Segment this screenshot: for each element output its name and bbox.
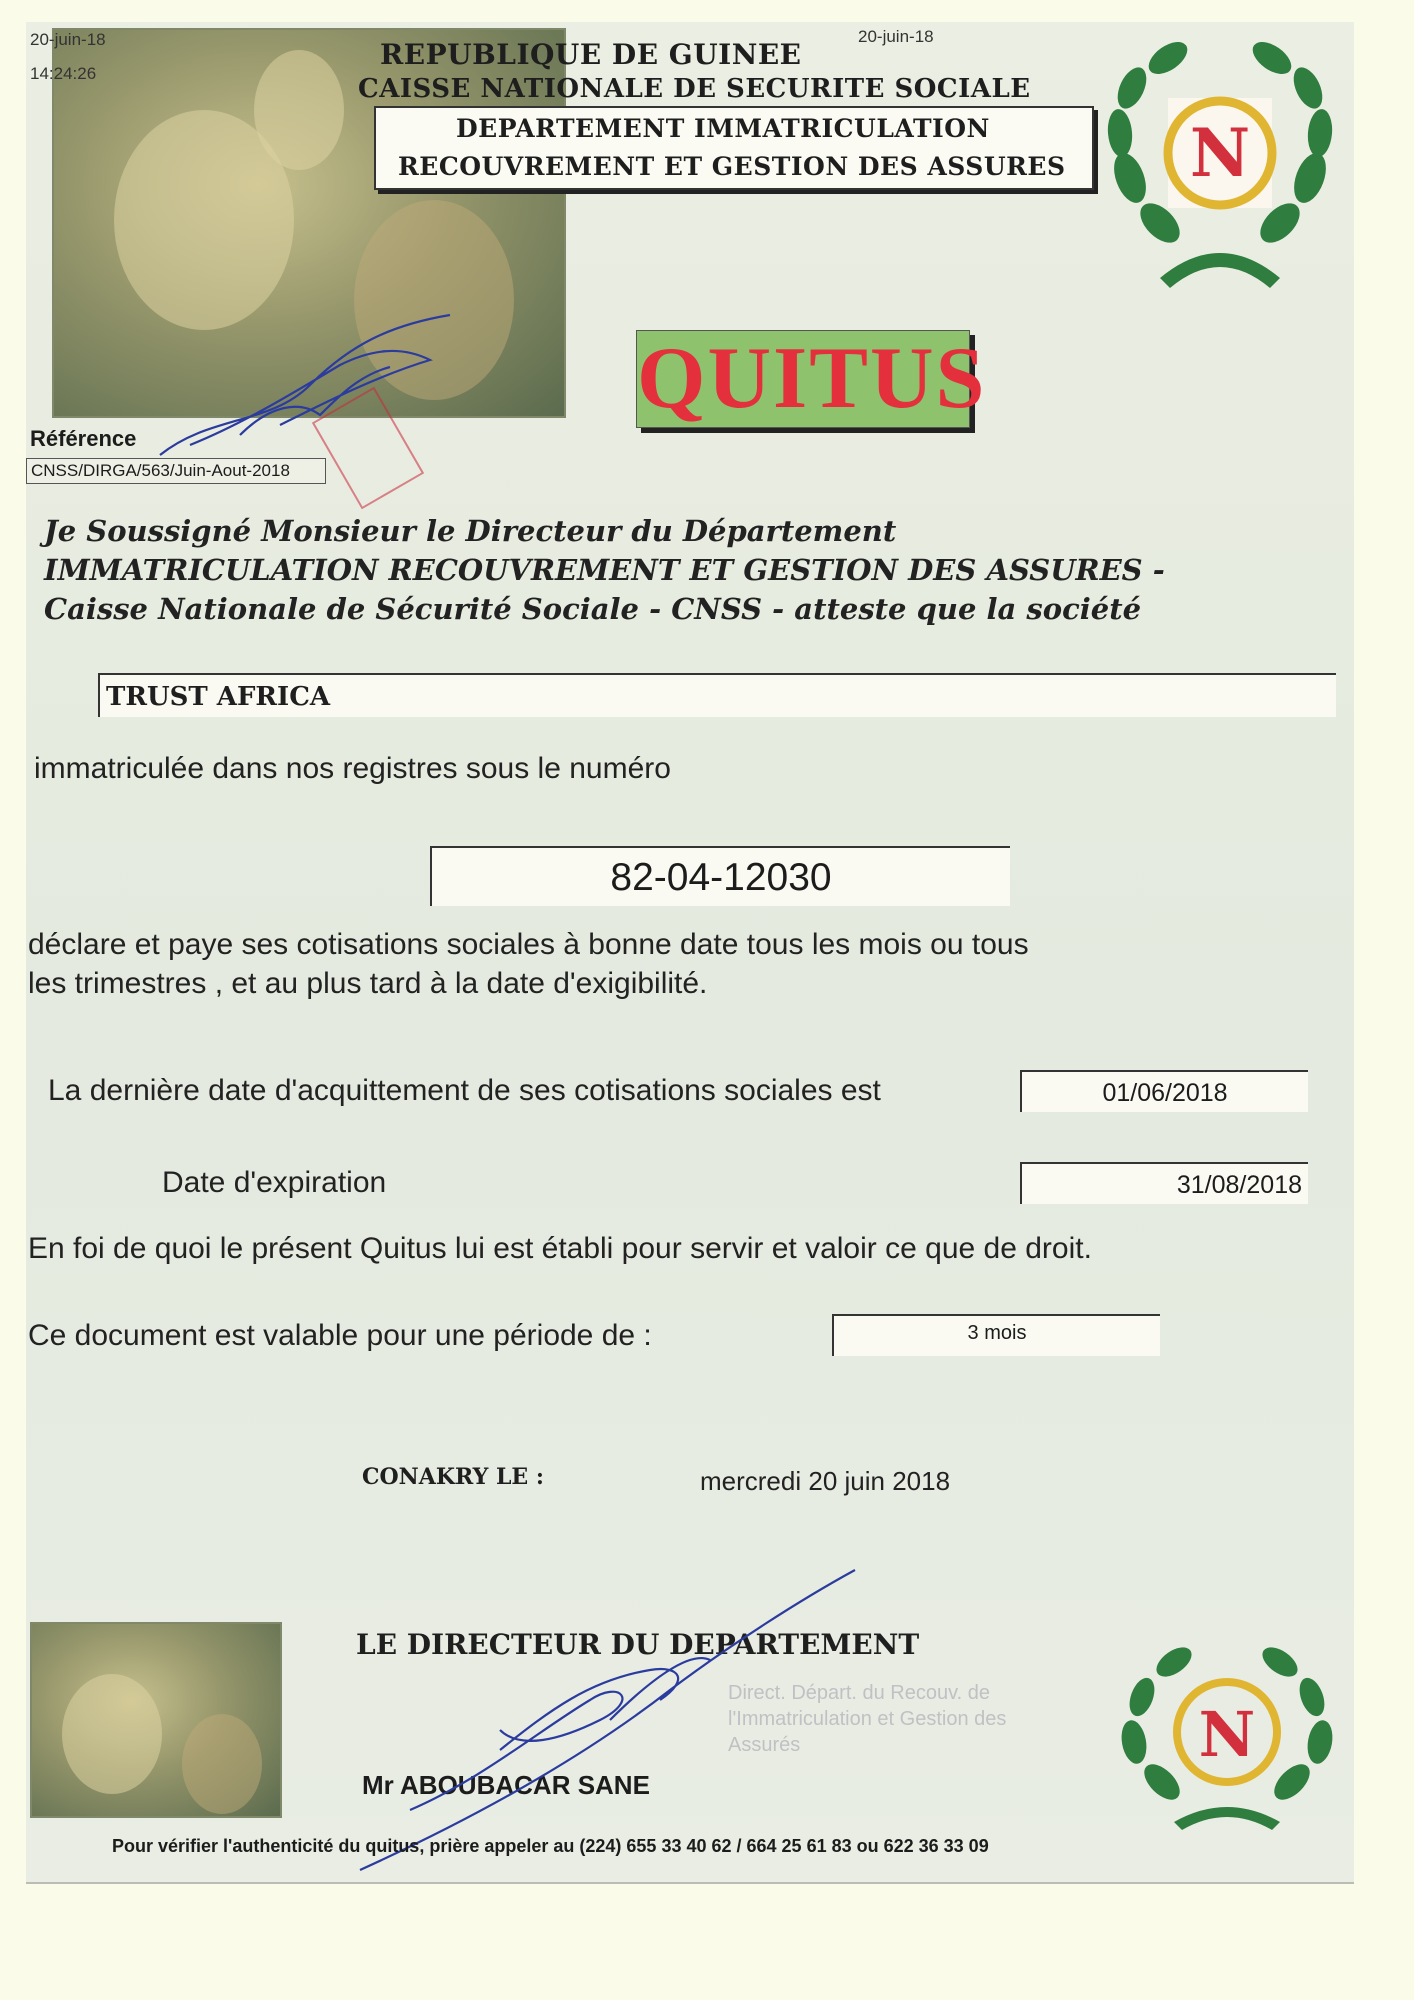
validity-field (832, 1314, 1160, 1356)
department-stamp: Direct. Départ. du Recouv. de l'Immatriculation et Gestion des Assurés (728, 1682, 1007, 1756)
svg-text:N: N (1189, 114, 1251, 192)
header-cnss: CAISSE NATIONALE DE SECURITE SOCIALE (358, 74, 1031, 104)
print-time-left: 14:24:26 (30, 64, 97, 83)
cnss-logo-top (1090, 28, 1350, 303)
header-department: DEPARTEMENT IMMATRICULATION (456, 114, 990, 143)
cnss-logo-bottom (1104, 1632, 1350, 1832)
company-name-field (98, 673, 1336, 717)
last-payment-label: La dernière date d'acquittement de ses cotisations sociales est (48, 1074, 881, 1107)
company-name: TRUST AFRICA (106, 682, 331, 712)
attestation-line-3: Caisse Nationale de Sécurité Sociale - CNSS - atteste que la société (44, 592, 1142, 626)
last-payment-field (1020, 1070, 1308, 1112)
header-recovery: RECOUVREMENT ET GESTION DES ASSURES (398, 152, 1066, 181)
footer-verification: Pour vérifier l'authenticité du quitus, prière appeler au (224) 655 33 40 62 / 664 25 61 83 ou 622 36 33 09 (112, 1836, 989, 1856)
hologram-photo-bottom (30, 1622, 282, 1818)
registered-text: immatriculée dans nos registres sous le numéro (34, 752, 671, 785)
document-title: QUITUS (637, 330, 987, 427)
place-date-value: mercredi 20 juin 2018 (700, 1466, 951, 1496)
signatory-title: LE DIRECTEUR DU DEPARTEMENT (356, 1628, 920, 1661)
reference-label: Référence (30, 426, 137, 451)
header-republic: REPUBLIQUE DE GUINEE (380, 38, 802, 71)
expiration-field (1020, 1162, 1308, 1204)
declaration-line-2: les trimestres , et au plus tard à la date d'exigibilité. (28, 967, 708, 1000)
registration-number-field (430, 846, 1010, 906)
last-payment-value: 01/06/2018 (1102, 1079, 1228, 1107)
reference-value: CNSS/DIRGA/563/Juin-Aout-2018 (26, 458, 326, 484)
expiration-value: 31/08/2018 (1176, 1171, 1302, 1199)
expiration-label: Date d'expiration (162, 1166, 387, 1199)
header-department-box (374, 106, 1094, 190)
svg-text:N: N (1198, 1698, 1256, 1771)
attestation-line-2: IMMATRICULATION RECOUVREMENT ET GESTION DES ASSURES - (44, 553, 1165, 587)
in-witness-text: En foi de quoi le présent Quitus lui est établi pour servir et valoir ce que de droit. (28, 1232, 1092, 1265)
validity-value: 3 mois (967, 1322, 1027, 1344)
print-date-right: 20-juin-18 (858, 27, 934, 46)
place-label: CONAKRY LE : (362, 1464, 544, 1490)
declaration-line-1: déclare et paye ses cotisations sociales à bonne date tous les mois ou tous (28, 928, 1029, 961)
attestation-line-1: Je Soussigné Monsieur le Directeur du Département (44, 514, 897, 548)
signatory-name: Mr ABOUBACAR SANE (362, 1770, 650, 1800)
registration-number: 82-04-12030 (610, 856, 832, 899)
validity-label: Ce document est valable pour une période de : (28, 1319, 652, 1352)
print-date-left: 20-juin-18 (30, 30, 106, 49)
